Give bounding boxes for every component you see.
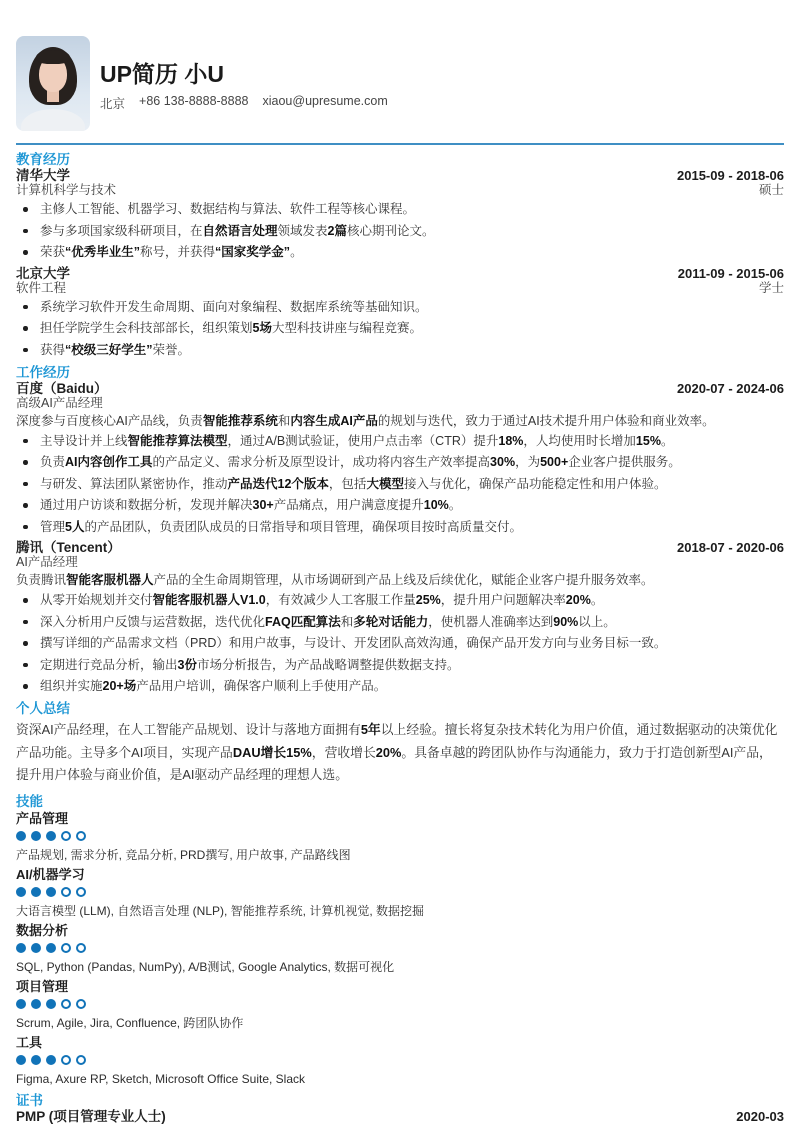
bullet-item: 与研发、算法团队紧密协作，推动产品迭代12个版本，包括大模型接入与优化，确保产品功能稳定性和用户体验。: [16, 477, 784, 492]
person-name: UP简历 小U: [100, 61, 224, 87]
skill-level-dot: [61, 887, 71, 897]
education-entry-subheader: [16, 282, 784, 295]
contact-line: [100, 94, 388, 112]
work-period: 2020-07 - 2024-06: [677, 380, 784, 396]
skill-keywords: SQL, Python (Pandas, NumPy), A/B测试, Google Analytics, 数据可视化: [16, 959, 395, 974]
bullet-item: 从零开始规划并交付智能客服机器人V1.0，有效减少人工客服工作量25%，提升用户问题解决率20%。: [16, 593, 784, 608]
education-entry: [16, 169, 784, 260]
section-skills: [16, 794, 784, 1086]
work-period: 2018-07 - 2020-06: [677, 540, 784, 555]
resume-header: [16, 0, 784, 131]
header-divider: [16, 143, 784, 145]
skill-level-dot: [61, 999, 71, 1009]
skill-level-dot: [61, 943, 71, 953]
bullet-list: [16, 202, 784, 260]
skill-level-dot: [76, 887, 86, 897]
skill-group-name: 数据分析: [16, 922, 69, 938]
skill-group-name: 项目管理: [16, 978, 69, 994]
skill-level-dot: [61, 1055, 71, 1065]
skill-group-name: 产品管理: [16, 810, 69, 826]
education-major: 计算机科学与技术: [16, 183, 117, 197]
bullet-item: 荣获“优秀毕业生”称号，并获得“国家奖学金”。: [16, 245, 784, 260]
skill-level-dot: [31, 831, 41, 841]
skill-level-dot: [16, 1055, 26, 1065]
education-entry-header: [16, 267, 784, 281]
skill-level-dot: [61, 831, 71, 841]
avatar-fringe: [36, 50, 70, 64]
section-summary: [16, 701, 784, 787]
skill-level-dot: [46, 831, 56, 841]
work-entry-header: [16, 382, 784, 396]
skill-level-dot: [16, 943, 26, 953]
section-work: [16, 365, 784, 695]
bullet-item: 撰写详细的产品需求文档（PRD）和用户故事，与设计、开发团队高效沟通，确保产品开发方向与业务目标一致。: [16, 636, 784, 651]
education-degree: 学士: [758, 280, 784, 295]
skill-level-dot: [31, 887, 41, 897]
bullet-item: 管理5人的产品团队，负责团队成员的日常指导和项目管理，确保项目按时高质量交付。: [16, 520, 784, 535]
certificate-entries: [16, 1110, 784, 1124]
skill-group: [16, 980, 784, 1030]
section-certificates: [16, 1093, 784, 1124]
skill-level-dot: [46, 943, 56, 953]
skill-level-dots: [16, 831, 784, 841]
summary-text: 资深AI产品经理，在人工智能产品规划、设计与落地方面拥有5年以上经验。擅长将复杂技术转化为用户价值，通过数据驱动的决策优化产品功能。主导多个AI项目，实现产品DAU增长15%，营收增长20%。具备卓越的跨团队协作与沟通能力，致力于打造创新型AI产品，提升用户体验与商业价值，是AI驱动产品经理的理想人选。: [16, 722, 778, 782]
skill-level-dot: [31, 943, 41, 953]
job-title: AI产品经理: [16, 555, 78, 569]
company-name: 腾讯（Tencent）: [16, 540, 121, 555]
skill-group: [16, 812, 784, 862]
section-title-skills: 技能: [16, 793, 43, 809]
section-title-education: 教育经历: [16, 152, 70, 167]
resume-body: [0, 152, 800, 1124]
resume-page: [0, 0, 800, 131]
bullet-item: 通过用户访谈和数据分析，发现并解决30+产品痛点，用户满意度提升10%。: [16, 498, 784, 513]
skill-group-name: AI/机器学习: [16, 866, 85, 882]
bullet-item: 主导设计并上线智能推荐算法模型，通过A/B测试验证，使用户点击率（CTR）提升18%，人均使用时长增加15%。: [16, 434, 784, 449]
contact-location: 北京: [100, 97, 126, 111]
skill-level-dot: [46, 999, 56, 1009]
skill-group-name: 工具: [16, 1034, 43, 1050]
bullet-item: 主修人工智能、机器学习、数据结构与算法、软件工程等核心课程。: [16, 202, 784, 217]
education-period: 2011-09 - 2015-06: [677, 265, 784, 281]
certificate-name: PMP (项目管理专业人士): [16, 1108, 166, 1124]
bullet-list: [16, 300, 784, 358]
skill-keywords: 大语言模型 (LLM), 自然语言处理 (NLP), 智能推荐系统, 计算机视觉, 数据挖掘: [16, 903, 425, 918]
skill-keywords: Figma, Axure RP, Sketch, Microsoft Office Suite, Slack: [16, 1071, 306, 1086]
work-intro: 负责腾讯智能客服机器人产品的全生命周期管理，从市场调研到产品上线及后续优化，赋能企业客户提升服务效率。: [16, 573, 654, 587]
bullet-item: 定期进行竞品分析，输出3份市场分析报告，为产品战略调整提供数据支持。: [16, 658, 784, 673]
skill-level-dot: [31, 1055, 41, 1065]
work-entry: [16, 382, 784, 535]
skill-level-dot: [16, 831, 26, 841]
skill-group: [16, 1036, 784, 1086]
skill-keywords: 产品规划, 需求分析, 竞品分析, PRD撰写, 用户故事, 产品路线图: [16, 847, 351, 862]
work-entry-subheader: [16, 397, 784, 410]
profile-photo: [16, 36, 90, 131]
skill-group: [16, 924, 784, 974]
bullet-item: 获得“校级三好学生”荣誉。: [16, 343, 784, 358]
section-title-work: 工作经历: [16, 364, 70, 380]
education-entry-header: [16, 169, 784, 183]
skill-level-dot: [76, 943, 86, 953]
skill-level-dot: [16, 999, 26, 1009]
work-entries: [16, 382, 784, 695]
skill-level-dot: [46, 887, 56, 897]
school-name: 清华大学: [16, 168, 70, 183]
work-entry-header: [16, 541, 784, 555]
skill-group: [16, 868, 784, 918]
bullet-item: 组织并实施20+场产品用户培训，确保客户顺利上手使用产品。: [16, 679, 784, 694]
bullet-item: 深入分析用户反馈与运营数据，迭代优化FAQ匹配算法和多轮对话能力，使机器人准确率达到90%以上。: [16, 615, 784, 630]
section-title-certificates: 证书: [16, 1092, 43, 1108]
avatar-body: [21, 109, 85, 131]
skill-level-dots: [16, 999, 784, 1009]
section-title-summary: 个人总结: [16, 701, 70, 716]
education-entry: [16, 267, 784, 358]
contact-phone: +86 138-8888-8888: [139, 94, 249, 108]
bullet-item: 系统学习软件开发生命周期、面向对象编程、数据库系统等基础知识。: [16, 300, 784, 315]
contact-email: xiaou@upresume.com: [262, 94, 388, 108]
identity-block: [100, 62, 388, 112]
education-entries: [16, 169, 784, 358]
skill-keywords: Scrum, Agile, Jira, Confluence, 跨团队协作: [16, 1015, 244, 1030]
education-entry-subheader: [16, 184, 784, 197]
skill-level-dot: [76, 999, 86, 1009]
work-entry-subheader: [16, 556, 784, 569]
company-name: 百度（Baidu）: [16, 380, 108, 396]
education-major: 软件工程: [16, 280, 67, 295]
school-name: 北京大学: [16, 265, 70, 281]
bullet-item: 负责AI内容创作工具的产品定义、需求分析及原型设计，成功将内容生产效率提高30%，为500+企业客户提供服务。: [16, 455, 784, 470]
work-intro: 深度参与百度核心AI产品线，负责智能推荐系统和内容生成AI产品的规划与迭代，致力于通过AI技术提升用户体验和商业效率。: [16, 413, 715, 428]
bullet-list: [16, 434, 784, 535]
education-degree: 硕士: [758, 183, 784, 197]
work-entry: [16, 541, 784, 694]
skill-level-dot: [31, 999, 41, 1009]
bullet-item: 参与多项国家级科研项目，在自然语言处理领域发表2篇核心期刊论文。: [16, 224, 784, 239]
skill-level-dots: [16, 887, 784, 897]
bullet-item: 担任学院学生会科技部部长，组织策划5场大型科技讲座与编程竞赛。: [16, 321, 784, 336]
skill-level-dot: [76, 831, 86, 841]
skill-level-dot: [76, 1055, 86, 1065]
skill-level-dots: [16, 1055, 784, 1065]
education-period: 2015-09 - 2018-06: [677, 168, 784, 183]
job-title: 高级AI产品经理: [16, 395, 103, 410]
certificate-date: 2020-03: [736, 1108, 784, 1124]
section-education: [16, 152, 784, 358]
certificate-entry: [16, 1110, 784, 1124]
skill-groups: [16, 812, 784, 1086]
skill-level-dot: [16, 887, 26, 897]
skill-level-dot: [46, 1055, 56, 1065]
skill-level-dots: [16, 943, 784, 953]
bullet-list: [16, 593, 784, 694]
